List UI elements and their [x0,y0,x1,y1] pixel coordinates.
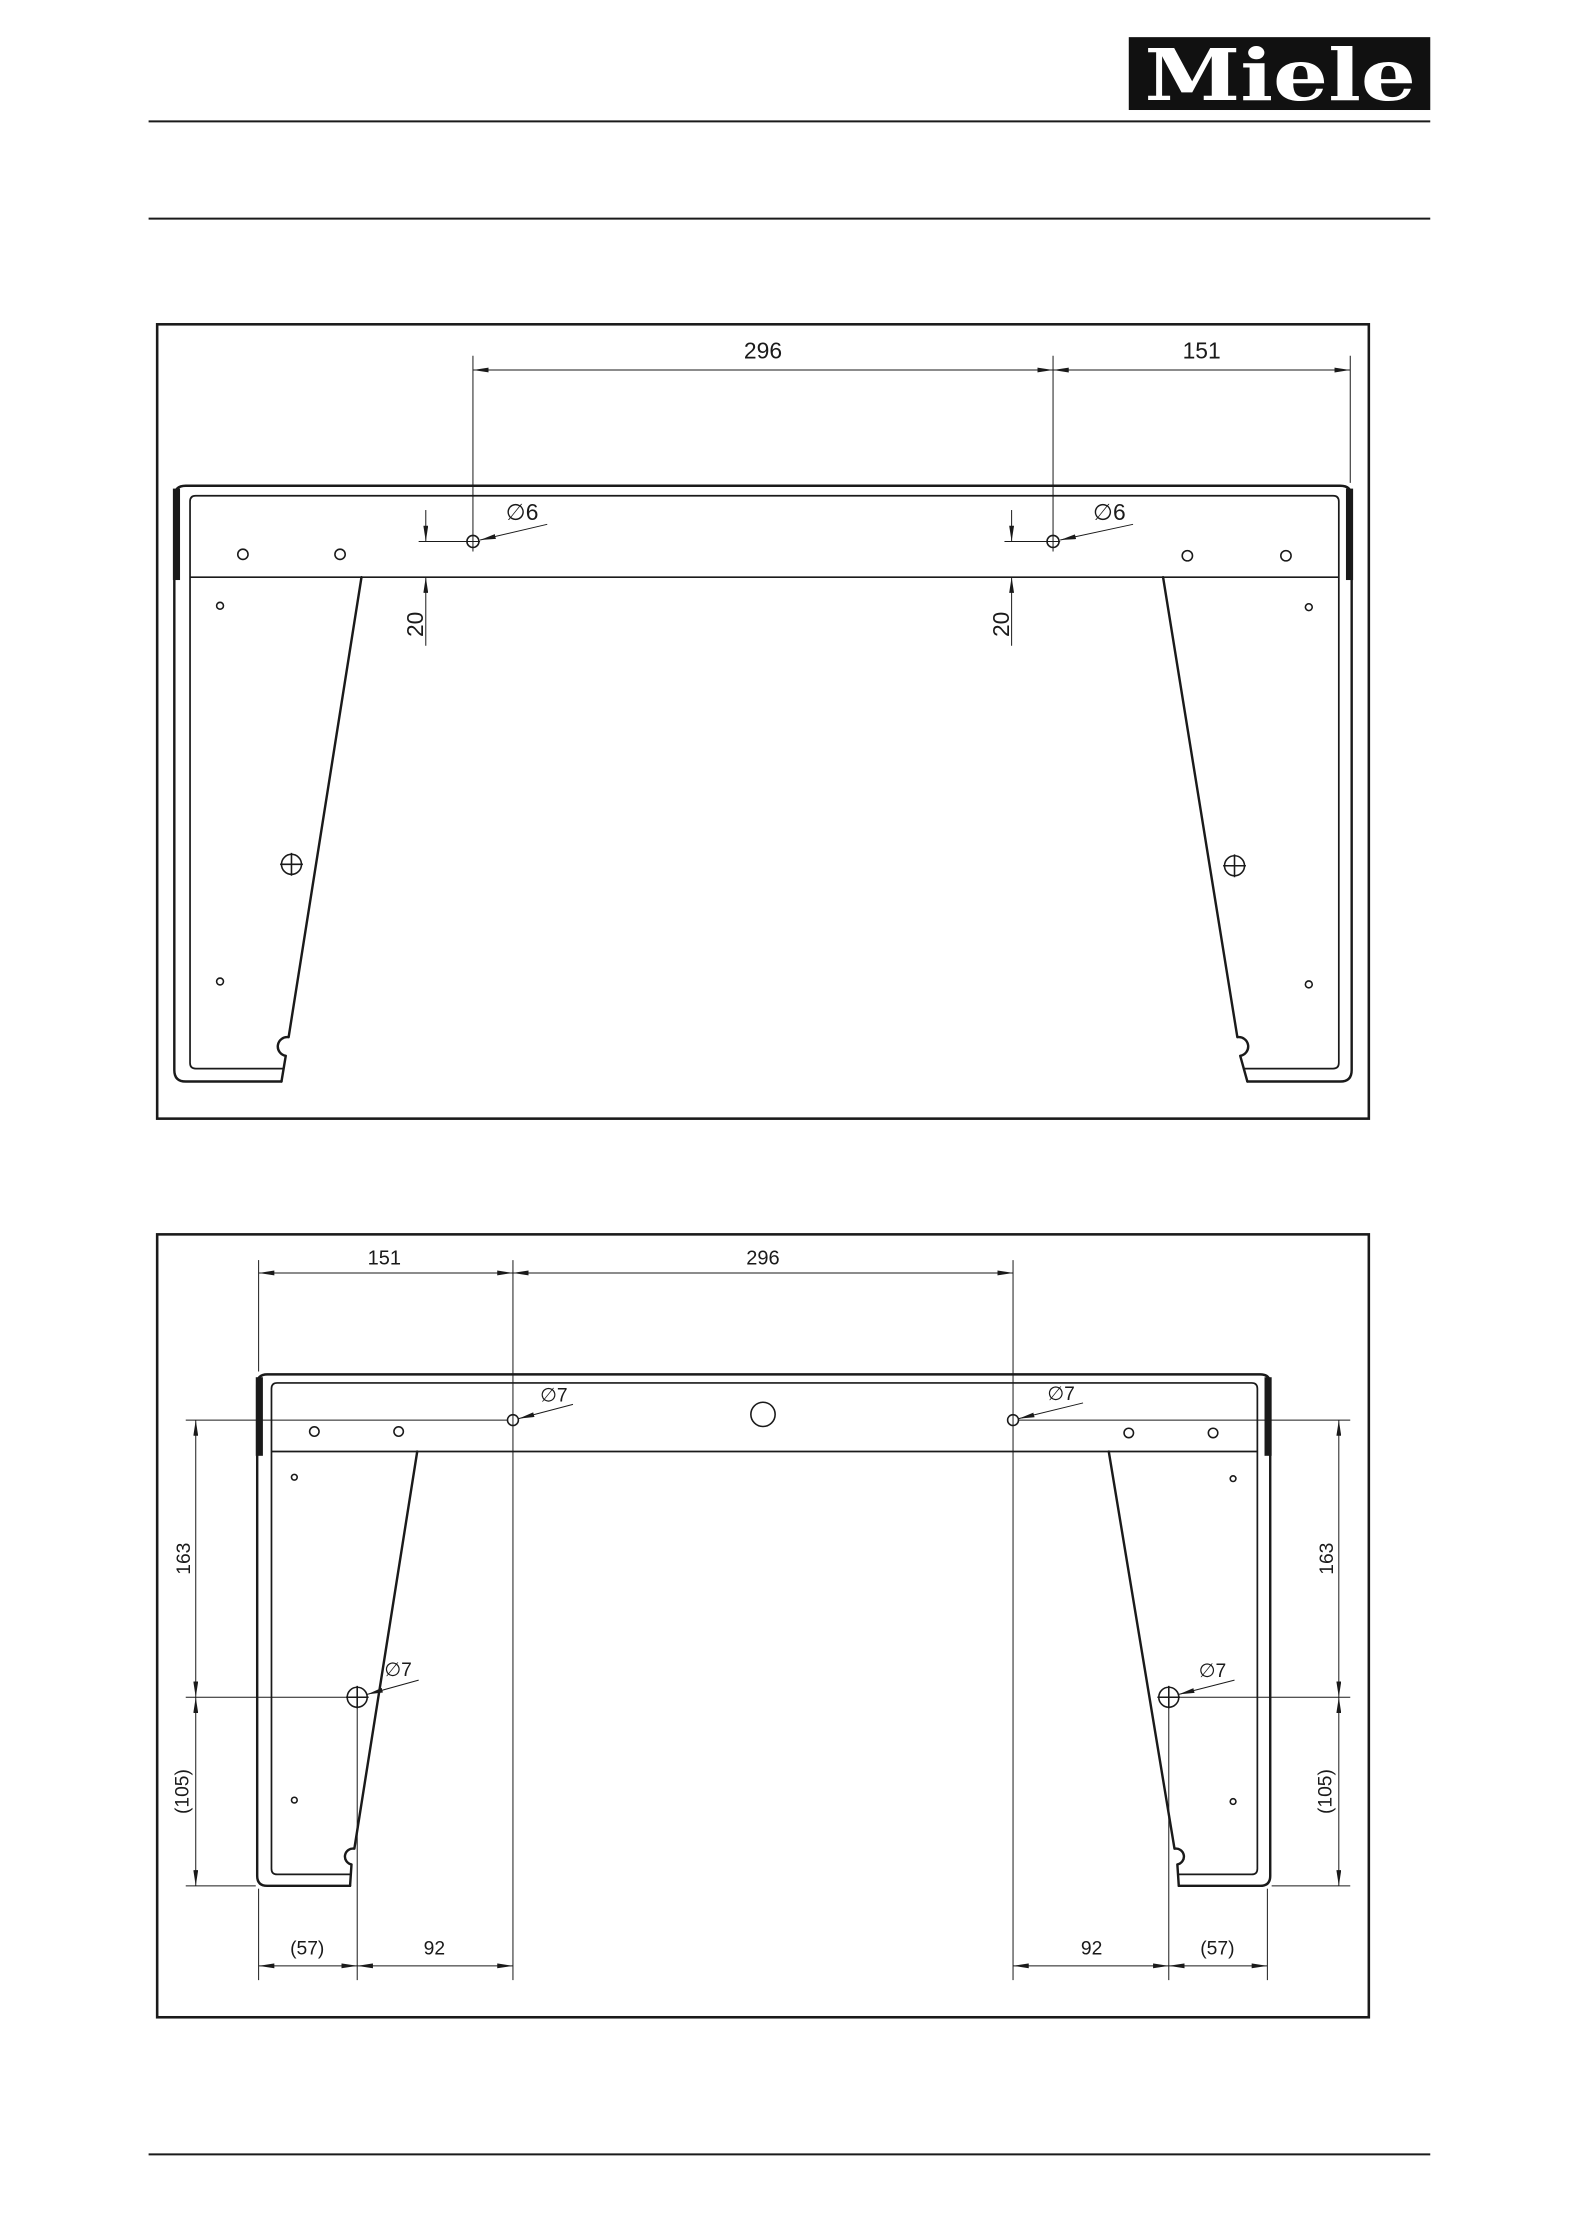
drawing-2 [157,1234,1369,2017]
small-hole [217,602,224,609]
small-hole [1230,1476,1236,1482]
bracket-inner-outline [190,496,1339,1069]
bar-hole [238,549,248,559]
crosshair-lines [346,1686,369,1709]
drawing-1-dimensions [402,338,1350,646]
crosshair-lines [280,853,303,876]
drawing-2-bracket [256,1374,1272,1885]
dimension-label: (57) [1200,1938,1235,1960]
logo-wordmark: Miele [1144,33,1416,118]
bracket-left-flange [173,489,180,580]
bracket-right-flange [1346,489,1353,580]
bar-hole [310,1427,319,1436]
page-header [149,33,1431,219]
bar-hole [1124,1428,1133,1437]
dimension-label: 92 [1080,1938,1103,1960]
drawing-1 [157,324,1369,1118]
crosshair-hole-left [280,853,303,876]
drawing-2-dimensions [173,1247,1351,1980]
bracket-right-leg-edge [1109,1452,1184,1886]
drawing-2-holes [291,1402,1235,1804]
dimension-label: (105) [1315,1769,1337,1815]
leader-line [480,524,547,540]
dimension-label: 163 [1317,1542,1339,1575]
hole-diameter-label: ∅7 [540,1385,568,1407]
leader-line [1019,1403,1083,1419]
dimension-label: 296 [746,1247,780,1270]
bracket-right-flange [1265,1377,1272,1456]
small-hole [1305,981,1312,988]
small-hole [217,978,224,985]
small-hole [1305,604,1312,611]
bar-hole [335,549,345,559]
dimension-label: 20 [401,611,428,638]
dimension-label: (105) [172,1769,194,1815]
bar-hole [1182,551,1192,561]
bracket-outer-outline [174,486,1351,1082]
drawing-1-holes [217,535,1313,987]
brand-logo [1129,33,1430,117]
leader-line [1060,524,1133,540]
center-hole [751,1402,775,1426]
crosshair-lines [1157,1686,1180,1709]
bracket-left-flange [256,1377,263,1456]
drawing-2-frame [157,1234,1369,2017]
small-hole [1230,1799,1236,1805]
small-hole [291,1474,297,1480]
dimension-label: 151 [1182,337,1221,364]
crosshair-lines [1223,854,1246,877]
hole-diameter-label: ∅6 [505,499,539,526]
bracket-left-leg-edge [278,577,362,1081]
bar-hole [1281,551,1291,561]
dimension-label: 92 [423,1938,446,1960]
bar-hole [1208,1428,1217,1437]
hole-diameter-label: ∅7 [384,1659,412,1681]
hole-diameter-label: ∅7 [1198,1661,1227,1683]
crosshair-hole-right [1157,1686,1180,1709]
dimension-label: 296 [743,337,783,364]
dimension-label: 20 [987,611,1014,638]
dimension-label: 151 [367,1247,402,1270]
hole-diameter-label: ∅6 [1093,499,1126,526]
small-hole [291,1797,297,1803]
crosshair-hole-left [346,1686,369,1709]
crosshair-hole-right [1223,854,1246,877]
hole-diameter-label: ∅7 [1047,1384,1075,1406]
bracket-right-leg-edge [1163,577,1248,1081]
leader-line [367,1680,418,1694]
dimension-label: 163 [174,1542,196,1575]
dimension-label: (57) [290,1938,325,1960]
drawing-1-bracket [173,486,1353,1082]
bar-hole [394,1427,403,1436]
